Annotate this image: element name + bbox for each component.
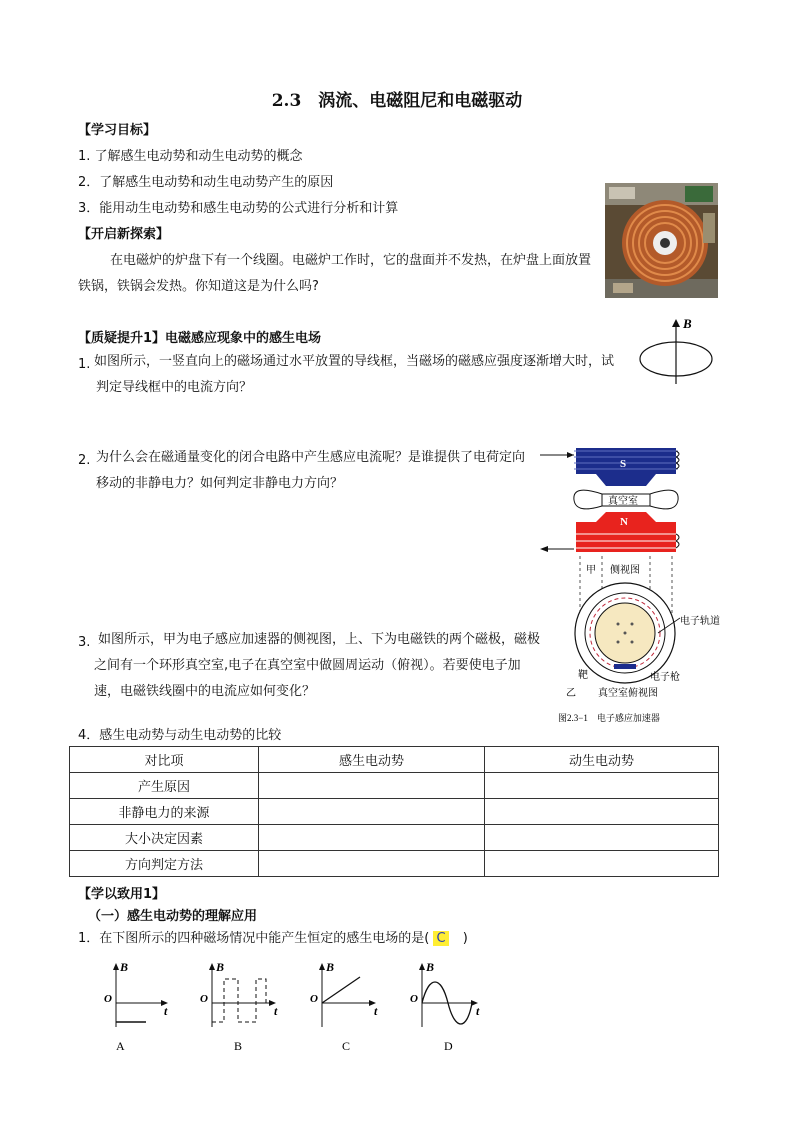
graph-b [200, 960, 278, 1053]
s-pole-label: S [620, 458, 627, 470]
accelerator-caption: 图2.3−1 电子感应加速器 [558, 713, 660, 723]
yi-label: 乙 [566, 688, 576, 699]
page-title: 2.3 涡流、电磁阻尼和电磁驱动 [271, 91, 523, 111]
table-row [70, 773, 719, 799]
origin-label: O [410, 993, 418, 1005]
b-field-loop-figure [636, 316, 716, 386]
table-row-label: 非静电力的来源 [70, 799, 259, 825]
q1-item3-num: 3. [78, 635, 91, 650]
table-header-cell: 动生电动势 [485, 747, 719, 773]
n-pole-label: N [620, 516, 628, 528]
q1-item1-text: 如图所示，一竖直向上的磁场通过水平放置的导线框，当磁场的磁感应强度逐渐增大时，试判定导线框中的电流方向？ [94, 354, 615, 395]
table-row [70, 825, 719, 851]
electron-orbit-label: 电子轨道 [680, 616, 720, 627]
induction-coil-photo [605, 183, 718, 298]
vacuum-chamber-label: 真空室 [608, 496, 638, 507]
graph-a [104, 960, 168, 1053]
graph-label-b: B [234, 1039, 243, 1053]
table-cell[interactable] [259, 799, 485, 825]
x-axis-label: t [476, 1004, 480, 1018]
target-label: 靶 [578, 670, 588, 681]
goals-header: 【学习目标】 [78, 123, 157, 138]
jia-label: 甲 [586, 565, 596, 576]
x-axis-label: t [374, 1004, 378, 1018]
table-row-label: 方向判定方法 [70, 851, 259, 877]
apply-question [78, 930, 468, 948]
table-row-label: 产生原因 [70, 773, 259, 799]
apply-question-close: ) [462, 931, 468, 946]
table-cell[interactable] [485, 825, 719, 851]
table-row [70, 851, 719, 877]
origin-label: O [310, 993, 318, 1005]
answer-highlight: C [433, 931, 448, 946]
graph-d [410, 960, 480, 1053]
origin-label: O [200, 993, 208, 1005]
goal-item-2: 2．了解感生电动势和动生电动势产生的原因 [78, 175, 334, 190]
electron-accelerator-figure [540, 438, 732, 728]
goal-item-1: 1. 了解感生电动势和动生电动势的概念 [78, 149, 303, 164]
table-row-label: 大小决定因素 [70, 825, 259, 851]
apply-subheader: （一）感生电动势的理解应用 [88, 909, 258, 924]
table-row [70, 799, 719, 825]
q1-item2-num: 2. [78, 453, 91, 468]
q1-item1-num: 1. [78, 357, 91, 372]
b-field-label: B [683, 316, 692, 331]
explore-text: 在电磁炉的炉盘下有一个线圈。电磁炉工作时，它的盘面并不发热，在炉盘上面放置铁锅，铁锅会发热。你知道这是为什么吗? [78, 253, 592, 294]
table-cell[interactable] [485, 773, 719, 799]
x-axis-label: t [164, 1004, 168, 1018]
table-header-cell: 感生电动势 [259, 747, 485, 773]
graph-label-c: C [342, 1039, 351, 1053]
q1-header: 【质疑提升1】电磁感应现象中的感生电场 [78, 331, 322, 346]
table-header-row [70, 747, 719, 773]
table-cell[interactable] [259, 825, 485, 851]
goal-item-3: 3．能用动生电动势和感生电动势的公式进行分析和计算 [78, 201, 399, 216]
y-axis-label: B [216, 960, 225, 974]
table-cell[interactable] [485, 851, 719, 877]
graph-c [310, 960, 378, 1053]
explore-header: 【开启新探索】 [78, 227, 170, 242]
comparison-table [69, 746, 719, 877]
y-axis-label: B [426, 960, 435, 974]
table-cell[interactable] [259, 773, 485, 799]
electron-gun-label: 电子枪 [650, 672, 680, 683]
apply-header: 【学以致用1】 [78, 887, 166, 902]
graph-label-a: A [116, 1039, 125, 1053]
y-axis-label: B [120, 960, 129, 974]
table-cell[interactable] [259, 851, 485, 877]
y-axis-label: B [326, 960, 335, 974]
side-view-label: 侧视图 [610, 565, 640, 576]
graph-label-d: D [444, 1039, 453, 1053]
top-view-label: 真空室俯视图 [598, 688, 658, 699]
q1-item2-text: 为什么会在磁通量变化的闭合电路中产生感应电流呢？是谁提供了电荷定向移动的非静电力？如何判定非静电力方向？ [96, 450, 526, 491]
compare-header: 4．感生电动势与动生电动势的比较 [78, 728, 282, 743]
apply-question-text: 1．在下图所示的四种磁场情况中能产生恒定的感生电场的是( [78, 931, 430, 946]
table-header-cell: 对比项 [70, 747, 259, 773]
table-cell[interactable] [485, 799, 719, 825]
x-axis-label: t [274, 1004, 278, 1018]
b-t-graphs [96, 955, 496, 1065]
q1-item3-text: 如图所示，甲为电子感应加速器的侧视图，上、下为电磁铁的两个磁极，磁极之间有一个环形真空室,电子在真空室中做圆周运动（俯视）。若要使电子加速，电磁铁线圈中的电流应如何变化？ [94, 632, 541, 699]
origin-label: O [104, 993, 112, 1005]
